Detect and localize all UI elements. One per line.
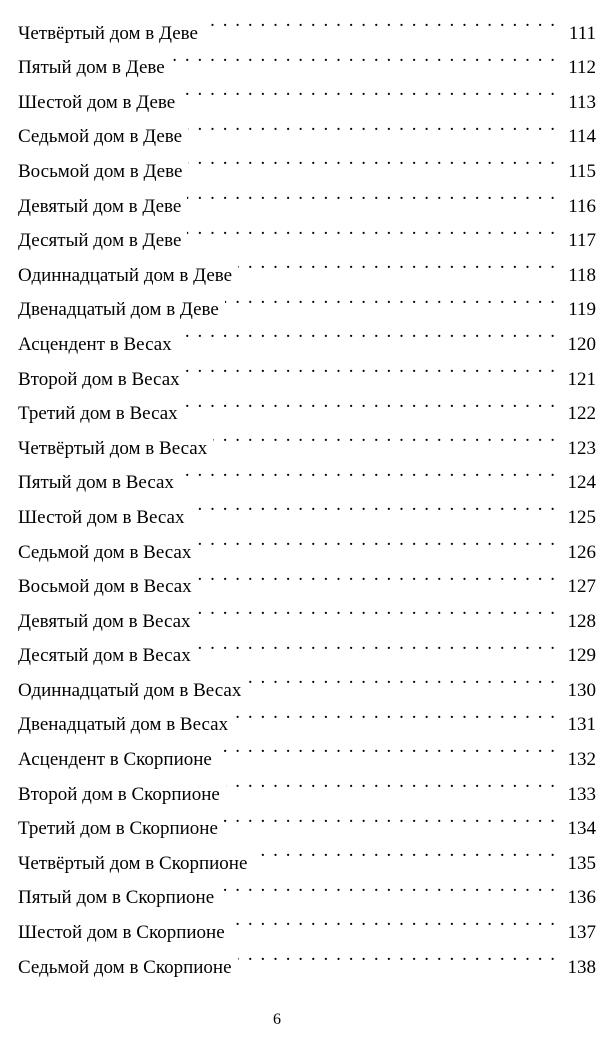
toc-entry-page: 123 xyxy=(567,437,596,459)
toc-entry-page: 118 xyxy=(568,264,596,286)
toc-dot-leader xyxy=(187,177,556,212)
toc-entry-title: Шестой дом в Скорпионе xyxy=(18,922,225,944)
toc-entry-title: Асцендент в Скорпионе xyxy=(18,749,212,771)
toc-dot-leader xyxy=(198,558,556,593)
toc-entry-title: Четвёртый дом в Деве xyxy=(18,22,198,44)
toc-entry-title: Пятый дом в Весах xyxy=(18,472,174,494)
toc-entry-page: 119 xyxy=(568,299,596,321)
toc-entry-page: 122 xyxy=(567,403,596,425)
toc-dot-leader xyxy=(204,4,556,39)
toc-dot-leader xyxy=(187,212,556,247)
toc-entry-title: Четвёртый дом в Скорпионе xyxy=(18,852,248,874)
toc-entry-title: Третий дом в Весах xyxy=(18,403,178,425)
toc-entry-title: Двенадцатый дом в Деве xyxy=(18,299,219,321)
toc-dot-leader xyxy=(226,765,556,800)
toc-dot-leader xyxy=(247,661,556,696)
toc-entry-title: Шестой дом в Весах xyxy=(18,506,185,528)
toc-entry-page: 131 xyxy=(567,714,596,736)
toc-entry-page: 113 xyxy=(568,91,596,113)
toc-dot-leader xyxy=(188,108,556,143)
toc-entry-page: 128 xyxy=(567,610,596,632)
toc-entry-page: 111 xyxy=(568,22,596,44)
toc-dot-leader xyxy=(178,315,556,350)
toc-dot-leader xyxy=(224,800,556,835)
toc-entry-page: 134 xyxy=(567,818,596,840)
toc-entry-page: 125 xyxy=(567,506,596,528)
toc-dot-leader xyxy=(190,488,556,523)
toc-dot-leader xyxy=(197,592,556,627)
toc-entry-page: 124 xyxy=(567,472,596,494)
toc-entry-page: 132 xyxy=(567,749,596,771)
toc-dot-leader xyxy=(197,523,556,558)
toc-entry-title: Второй дом в Весах xyxy=(18,368,180,390)
toc-dot-leader xyxy=(238,938,556,973)
toc-entry-title: Одиннадцатый дом в Весах xyxy=(18,679,242,701)
toc-dot-leader xyxy=(181,73,556,108)
toc-entry-page: 137 xyxy=(567,922,596,944)
toc-entry-title: Седьмой дом в Весах xyxy=(18,541,192,563)
toc-entry-title: Девятый дом в Весах xyxy=(18,610,191,632)
toc-entry-title: Седьмой дом в Скорпионе xyxy=(18,956,232,978)
toc-dot-leader xyxy=(188,142,556,177)
toc-entry-page: 115 xyxy=(568,160,596,182)
toc-entry-title: Двенадцатый дом в Весах xyxy=(18,714,229,736)
toc-entry-title: Второй дом в Скорпионе xyxy=(18,783,220,805)
toc-dot-leader xyxy=(218,730,556,765)
toc-entry-title: Восьмой дом в Весах xyxy=(18,576,192,598)
toc-dot-leader xyxy=(171,39,556,74)
toc-entry-title: Одиннадцатый дом в Деве xyxy=(18,264,233,286)
toc-entry-title: Седьмой дом в Деве xyxy=(18,126,183,148)
toc-entry-page: 112 xyxy=(568,57,596,79)
page-number: 6 xyxy=(273,1011,281,1028)
toc-dot-leader xyxy=(234,696,556,731)
toc-entry-title: Пятый дом в Скорпионе xyxy=(18,887,215,909)
toc-entry[interactable] xyxy=(18,4,596,44)
toc-entry-title: Пятый дом в Деве xyxy=(18,57,165,79)
toc-entry-title: Третий дом в Скорпионе xyxy=(18,818,218,840)
toc-entry-page: 126 xyxy=(567,541,596,563)
toc-dot-leader xyxy=(180,454,556,489)
toc-dot-leader xyxy=(186,350,556,385)
toc-entry-title: Десятый дом в Весах xyxy=(18,645,191,667)
toc-dot-leader xyxy=(213,419,556,454)
toc-dot-leader xyxy=(197,627,556,662)
toc-entry-page: 129 xyxy=(567,645,596,667)
toc-dot-leader xyxy=(225,281,556,316)
toc-dot-leader xyxy=(253,834,556,869)
toc-entry-page: 133 xyxy=(567,783,596,805)
toc-entry-page: 138 xyxy=(567,956,596,978)
toc-entry-page: 116 xyxy=(568,195,596,217)
table-of-contents xyxy=(18,4,596,978)
toc-entry-page: 120 xyxy=(567,333,596,355)
toc-entry-title: Асцендент в Весах xyxy=(18,333,172,355)
toc-entry-page: 127 xyxy=(567,576,596,598)
toc-entry-page: 114 xyxy=(568,126,596,148)
toc-entry-title: Десятый дом в Деве xyxy=(18,230,182,252)
toc-dot-leader xyxy=(220,869,556,904)
toc-dot-leader xyxy=(238,246,556,281)
toc-entry-page: 121 xyxy=(567,368,596,390)
toc-dot-leader xyxy=(184,385,556,420)
toc-entry-title: Четвёртый дом в Весах xyxy=(18,437,208,459)
toc-entry-page: 130 xyxy=(567,679,596,701)
toc-entry-page: 135 xyxy=(567,852,596,874)
toc-entry-page: 117 xyxy=(568,230,596,252)
toc-entry-title: Восьмой дом в Деве xyxy=(18,160,183,182)
toc-entry-page: 136 xyxy=(567,887,596,909)
toc-entry-title: Девятый дом в Деве xyxy=(18,195,182,217)
toc-entry-title: Шестой дом в Деве xyxy=(18,91,176,113)
toc-dot-leader xyxy=(231,903,556,938)
